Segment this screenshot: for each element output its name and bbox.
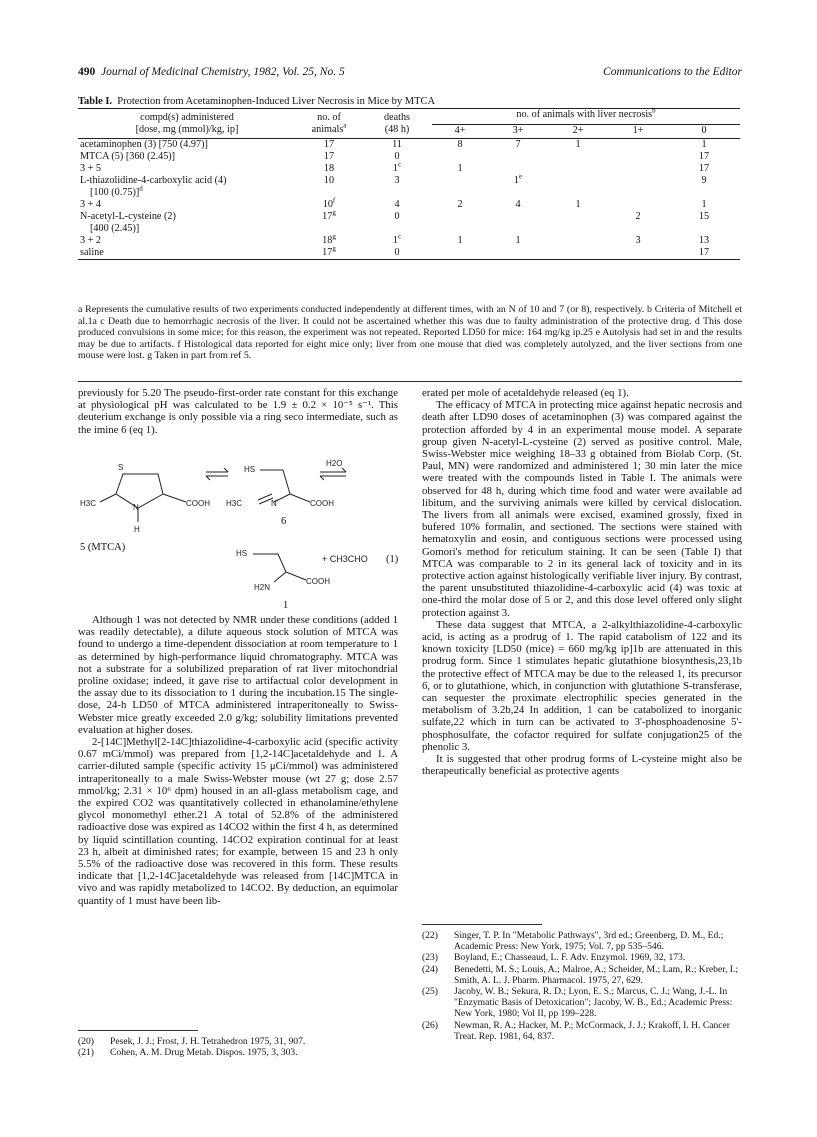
cysteine-structure bbox=[253, 554, 306, 582]
cell-grade-3-value: 1 bbox=[513, 175, 519, 186]
cell-grade-4-value: 8 bbox=[457, 139, 463, 150]
table-bottom-rule bbox=[78, 381, 742, 382]
cell-grade-4 bbox=[432, 163, 488, 175]
cell-grade-3-value: 7 bbox=[515, 139, 521, 150]
footnote-mark: f bbox=[332, 196, 336, 205]
footnote-mark: c bbox=[397, 232, 402, 241]
cell-grade-3 bbox=[488, 211, 548, 235]
paragraph: erated per mole of acetaldehyde released (eq 1). bbox=[422, 387, 629, 399]
compound-label-5: 5 (MTCA) bbox=[80, 542, 126, 553]
cell-grade-2 bbox=[548, 175, 608, 199]
cell-animals-value: 10 bbox=[323, 175, 335, 186]
cell-deaths bbox=[362, 232, 432, 247]
table-row bbox=[78, 199, 740, 211]
table-body bbox=[78, 139, 740, 260]
cell-animals-value: 17 bbox=[322, 247, 333, 258]
cell-deaths-value: 3 bbox=[394, 175, 400, 186]
grade-header: 4+ bbox=[454, 124, 466, 136]
running-header-left bbox=[78, 66, 345, 78]
cell-grade-4 bbox=[432, 175, 488, 199]
reference-item bbox=[78, 1047, 398, 1058]
footnote-mark: a bbox=[343, 121, 347, 130]
cell-grade-3-value: 1 bbox=[515, 235, 521, 246]
reference-item bbox=[422, 1020, 742, 1042]
cell-grade-3 bbox=[488, 172, 548, 199]
cell-compound bbox=[78, 175, 296, 199]
table-label: Table I. bbox=[78, 96, 113, 107]
footnote-mark: c bbox=[397, 160, 402, 169]
cell-animals-value: 17 bbox=[322, 211, 333, 222]
cell-grade-1 bbox=[608, 175, 668, 199]
cell-grade-0 bbox=[668, 163, 740, 175]
footnote-mark: g bbox=[332, 244, 336, 253]
cell-grade-1 bbox=[608, 235, 668, 247]
cell-grade-2 bbox=[548, 199, 608, 211]
atom-label: HS bbox=[244, 465, 256, 474]
compound-name: L-thiazolidine-4-carboxylic acid (4) bbox=[80, 175, 227, 186]
cell-grade-0 bbox=[668, 211, 740, 235]
cell-grade-3-value: 4 bbox=[515, 199, 521, 210]
cell-animals-value: 10 bbox=[322, 199, 333, 210]
ref-number: (25) bbox=[422, 986, 438, 998]
cell-deaths-value: 1 bbox=[392, 163, 398, 174]
cell-grade-3 bbox=[488, 235, 548, 247]
left-column-continued bbox=[78, 614, 398, 907]
cell-compound bbox=[78, 235, 296, 247]
ref-text: Cohen, A. M. Drug Metab. Dispos. 1975, 3, 303. bbox=[110, 1047, 298, 1059]
cell-grade-2-value: 1 bbox=[575, 139, 581, 150]
cell-animals bbox=[296, 244, 362, 260]
section-header: Communications to the Editor bbox=[603, 66, 742, 78]
atom-label: H3C bbox=[226, 499, 243, 508]
cell-grade-0-value: 17 bbox=[698, 163, 710, 174]
atom-label: H2O bbox=[326, 459, 343, 468]
cell-animals-value: 17 bbox=[323, 139, 335, 150]
col-animals-header: no. of bbox=[317, 112, 341, 123]
table-row bbox=[78, 247, 740, 260]
ref-text: Jacoby, W. B.; Sekura, R. D.; Lyon, E. S.; Marcus, C. J.; Wang, J.-L. In "Enzymatic Basis of Detoxication"; Jacoby, W. B., Ed.; Academic Press: New York, 1980; Vol II, pp 199–228. bbox=[454, 986, 733, 1020]
cell-grade-1 bbox=[608, 247, 668, 260]
col-compd-header: compd(s) administered bbox=[140, 112, 234, 123]
reference-item bbox=[422, 930, 742, 952]
cell-animals bbox=[296, 163, 362, 175]
cell-grade-0-value: 17 bbox=[698, 151, 710, 162]
acetaldehyde-term: + CH3CHO bbox=[322, 554, 368, 564]
cell-compound bbox=[78, 163, 296, 175]
table-row bbox=[78, 235, 740, 247]
ref-number: (21) bbox=[78, 1047, 94, 1059]
col-animals-subheader bbox=[296, 121, 362, 139]
compound-name: 3 + 4 bbox=[80, 199, 102, 210]
compound-name: N-acetyl-L-cysteine (2) bbox=[80, 211, 176, 222]
cell-grade-0 bbox=[668, 199, 740, 211]
right-references bbox=[422, 930, 742, 1042]
footnote-mark: b bbox=[652, 106, 656, 115]
table-title: Protection from Acetaminophen-Induced Liver Necrosis in Mice by MTCA bbox=[117, 96, 436, 107]
grade-header: 2+ bbox=[572, 124, 584, 136]
cell-grade-0-value: 1 bbox=[701, 199, 707, 210]
cell-deaths bbox=[362, 211, 432, 235]
atom-label: N bbox=[133, 503, 139, 512]
cell-animals-value: 17 bbox=[323, 151, 335, 162]
ref-number: (20) bbox=[78, 1036, 94, 1047]
atom-label: COOH bbox=[306, 577, 330, 586]
cell-compound bbox=[78, 247, 296, 260]
cell-grade-0 bbox=[668, 247, 740, 260]
cell-deaths-value: 11 bbox=[392, 139, 402, 150]
left-column bbox=[78, 387, 398, 436]
cell-grade-4 bbox=[432, 211, 488, 235]
cell-grade-0 bbox=[668, 175, 740, 199]
atom-label: H bbox=[134, 525, 140, 534]
cell-deaths-value: 4 bbox=[394, 199, 400, 210]
cell-grade-2 bbox=[548, 211, 608, 235]
table-row bbox=[78, 139, 740, 151]
cell-deaths bbox=[362, 247, 432, 260]
col-necrosis-group-header bbox=[432, 106, 740, 124]
right-column bbox=[422, 387, 742, 778]
cell-grade-0-value: 15 bbox=[698, 211, 710, 222]
compound-dose bbox=[80, 184, 294, 199]
cell-grade-2-value: 1 bbox=[575, 199, 581, 210]
cell-deaths bbox=[362, 199, 432, 211]
compound-label-6: 6 bbox=[281, 516, 287, 527]
table-row bbox=[78, 211, 740, 235]
cell-deaths bbox=[362, 160, 432, 175]
col-deaths-header: deaths bbox=[383, 112, 411, 123]
cell-grade-2 bbox=[548, 151, 608, 163]
cell-grade-4 bbox=[432, 199, 488, 211]
atom-label: N bbox=[271, 499, 277, 508]
cell-grade-2 bbox=[548, 163, 608, 175]
cell-compound bbox=[78, 211, 296, 235]
compound-name: acetaminophen (3) [750 (4.97)] bbox=[80, 139, 208, 150]
table-header-row-2 bbox=[78, 124, 740, 139]
cell-grade-1 bbox=[608, 139, 668, 151]
table-caption bbox=[78, 96, 435, 107]
cell-grade-3 bbox=[488, 139, 548, 151]
cell-grade-0 bbox=[668, 151, 740, 163]
footnote-mark: g bbox=[332, 208, 336, 217]
compound-name: saline bbox=[80, 247, 104, 258]
cell-grade-4 bbox=[432, 151, 488, 163]
cell-animals bbox=[296, 139, 362, 151]
ref-number: (22) bbox=[422, 930, 438, 941]
compound-dose-text: [400 (2.45)] bbox=[90, 223, 140, 234]
ref-text: Boyland, E.; Chasseaud, L. F. Adv. Enzymol. 1969, 32, 173. bbox=[454, 952, 686, 964]
cell-grade-1 bbox=[608, 163, 668, 175]
compound-label-1: 1 bbox=[283, 600, 289, 611]
compound-name: 3 + 2 bbox=[80, 235, 102, 246]
cell-grade-0-value: 13 bbox=[698, 235, 710, 246]
cell-deaths-value: 1 bbox=[392, 235, 398, 246]
grade-header: 0 bbox=[701, 124, 707, 136]
grade-header: 3+ bbox=[512, 124, 524, 136]
atom-label: H3C bbox=[80, 499, 97, 508]
paragraph: These data suggest that MTCA, a 2-alkylthiazolidine-4-carboxylic acid, is acting as a prodrug of 1. The rapid catabolism of 122 and its known toxicity [LD50 (mice) = 660 mg/kg ip]1b are attenuated in this prodrug form. Since 1 stimulates hepatic glutathione biosynthesis,23,1b the protective effect of MTCA may be due to the released 1, its precursor 6, or to glutathione, which, in conjunction with glutathione S-transferase, can sequester the proximate electrophilic species generated in the metabolism of 3.2b,24 In addition, 1 can be catabolized to inorganic sulfate,22 which in turn can be activated to 3'-phosphoadenosine 5'-phosphosulfate, the cofactor required for sulfate conjugation25 of the phenolic 3. bbox=[422, 618, 742, 753]
col-compd-subheader: [dose, mg (mmol)/kg, ip] bbox=[135, 124, 239, 135]
cell-grade-4-value: 1 bbox=[457, 163, 463, 174]
cell-animals bbox=[296, 208, 362, 235]
atom-label: COOH bbox=[186, 499, 210, 508]
compound-name: MTCA (5) [360 (2.45)] bbox=[80, 151, 176, 162]
reference-item bbox=[78, 1036, 398, 1047]
table-header-row-1 bbox=[78, 109, 740, 124]
footnote-mark: g bbox=[332, 232, 336, 241]
table-row bbox=[78, 163, 740, 175]
cell-grade-2 bbox=[548, 235, 608, 247]
cell-grade-3 bbox=[488, 247, 548, 260]
table-footnotes: a Represents the cumulative results of two experiments conducted independently at different times, with an N of 10 and 7 (or 8), respectively. b Criteria of Mitchell et al.1a c Death due to hemorrhagic necrosis of the liver. It could not be ascertained whether this was due to faulty administration of the protective drug. d This dose produced convulsions in some mice; for this reason, the experiment was not repeated. Reported LD50 for mice: 164 mg/kg ip.25 e Autolysis had set in and the results may be due to artifacts. f Histological data reported for eight mice only; liver from one mouse that died was completely autolyzed, and the liver sections from one mouse were lost. g Taken in part from ref 5. bbox=[78, 304, 742, 362]
reference-item bbox=[422, 986, 742, 1020]
cell-grade-4-value: 1 bbox=[457, 235, 463, 246]
atom-label: COOH bbox=[310, 499, 334, 508]
reference-item bbox=[422, 952, 742, 963]
paragraph: The efficacy of MTCA in protecting mice against hepatic necrosis and death after LD90 doses of acetaminophen (3) was compared against the protection afforded by 4 in an experimental mouse model. A separate group given N-acetyl-L-cysteine (2) served as positive control. Male, Swiss-Webster mice weighing 18–33 g obtained from Biolab Corp. (St. Paul, MN) were randomized and administered 1; 30 min later the mice were treated with the compounds listed in Table I. The animals were observed for 48 h, during which time food and water were available ad libitum, and the surviving animals were killed by cervical dislocation. The livers from all animals were excised, examined grossly, fixed in bufered 10% formalin, and sectioned. The sections were stained with hematoxylin and eosin, and contiguous sections were processed using Gomori's method for reticulum staining. It can be seen (Table I) that MTCA was comparable to 2 in its general lack of toxicity and in its protective action against histologically verifiable liver injury. By contrast, the parent unsubstituted thiazolidine-4-carboxylic acid (4) was toxic at one-third the molar dose of 5 or 2, and this dose level offered only slight protection against 3. bbox=[422, 399, 742, 619]
cell-grade-4 bbox=[432, 235, 488, 247]
cell-grade-0-value: 17 bbox=[698, 247, 710, 258]
protection-table bbox=[78, 108, 740, 260]
necrosis-group-title: no. of animals with liver necrosis bbox=[516, 109, 653, 120]
footnote-mark: d bbox=[139, 184, 143, 193]
compound-dose bbox=[80, 223, 294, 235]
compound-dose-text: [100 (0.75)] bbox=[90, 187, 140, 198]
cell-grade-3 bbox=[488, 199, 548, 211]
cell-grade-1-value: 3 bbox=[635, 235, 641, 246]
cell-grade-0-value: 9 bbox=[701, 175, 707, 186]
journal-citation: Journal of Medicinal Chemistry, 1982, Vol. 25, No. 5 bbox=[101, 66, 345, 78]
cell-grade-4-value: 2 bbox=[457, 199, 463, 210]
cell-grade-1-value: 2 bbox=[635, 211, 641, 222]
atom-label: HS bbox=[236, 549, 248, 558]
paragraph: It is suggested that other prodrug forms of L-cysteine might also be therapeutically beneficial as protective agents bbox=[422, 753, 742, 778]
compound-name: 3 + 5 bbox=[80, 163, 102, 174]
equation-number: (1) bbox=[386, 554, 399, 565]
cell-grade-3 bbox=[488, 151, 548, 163]
table-row bbox=[78, 151, 740, 163]
ref-number: (23) bbox=[422, 952, 438, 964]
cell-animals bbox=[296, 151, 362, 163]
cell-deaths-value: 0 bbox=[394, 211, 400, 222]
cell-deaths bbox=[362, 175, 432, 199]
ref-text: Newman, R. A.; Hacker, M. P.; McCormack, J. J.; Krakoff, I. H. Cancer Treat. Rep. 1981, 64, 837. bbox=[454, 1019, 731, 1042]
cell-grade-2 bbox=[548, 139, 608, 151]
ref-text: Benedetti, M. S.; Louis, A.; Malroe, A.; Scheider, M.; Lam, R.; Kreber, I.; Smith, A. L. J. Pharm. Pharmacol. 1975, 27, 629. bbox=[454, 963, 739, 986]
cell-grade-4 bbox=[432, 247, 488, 260]
col-deaths-subheader: (48 h) bbox=[384, 124, 410, 135]
page-number: 490 bbox=[78, 66, 96, 78]
table-row bbox=[78, 175, 740, 199]
cell-grade-1 bbox=[608, 211, 668, 235]
reference-item bbox=[422, 964, 742, 986]
cell-compound bbox=[78, 151, 296, 163]
cell-animals bbox=[296, 196, 362, 211]
cell-animals-value: 18 bbox=[322, 235, 333, 246]
ref-number: (26) bbox=[422, 1019, 438, 1031]
atom-label: H2N bbox=[254, 583, 271, 592]
cell-deaths-value: 0 bbox=[394, 151, 400, 162]
cell-grade-0 bbox=[668, 139, 740, 151]
footnote-mark: e bbox=[518, 172, 523, 181]
cell-deaths bbox=[362, 139, 432, 151]
left-references bbox=[78, 1036, 398, 1058]
ref-text: Pesek, J. J.; Frost, J. H. Tetrahedron 1975, 31, 907. bbox=[110, 1036, 306, 1047]
col-animals-subheader-text: animals bbox=[311, 124, 344, 135]
mtca-structure bbox=[100, 468, 228, 522]
cell-grade-1 bbox=[608, 151, 668, 163]
cell-grade-0 bbox=[668, 235, 740, 247]
left-refs-rule bbox=[78, 1030, 198, 1031]
paragraph: previously for 5.20 The pseudo-first-order rate constant for this exchange at physiological pH was calculated to be 1.9 ± 0.2 × 10⁻⁵ s⁻¹. This deuterium exchange is only possible via a ring seco intermediate, such as the imine 6 (eq 1). bbox=[78, 387, 398, 436]
cell-deaths-value: 0 bbox=[394, 247, 400, 258]
right-refs-rule bbox=[422, 924, 542, 925]
cell-animals bbox=[296, 232, 362, 247]
cell-grade-2 bbox=[548, 247, 608, 260]
ref-text: Singer, T. P. In "Metabolic Pathways", 3rd ed.; Greenberg, D. M., Ed.; Academic Press: New York, 1975; Vol. 7, pp 535–546. bbox=[454, 930, 724, 953]
cell-grade-1 bbox=[608, 199, 668, 211]
atom-label: S bbox=[118, 463, 124, 472]
ref-number: (24) bbox=[422, 963, 438, 975]
cell-grade-0-value: 1 bbox=[701, 139, 707, 150]
cell-animals-value: 18 bbox=[323, 163, 335, 174]
cell-compound bbox=[78, 139, 296, 151]
cell-compound bbox=[78, 199, 296, 211]
paragraph: 2-[14C]Methyl[2-14C]thiazolidine-4-carboxylic acid (specific activity 0.67 mCi/mmol) was prepared from [1,2-14C]acetaldehyde and 1. A carrier-diluted sample (specific activity 15 μCi/mmol) was administered intraperitoneally to a male Swiss-Webster mouse (wt 27 g; dose 2.57 mmol/kg; 2.31 × 10⁶ dpm) housed in an all-glass metabolism cage, and the expired CO2 was quantitatively collected in ethanolamine/ethylene glycol monomethyl ether.21 A total of 52.8% of the administered radioactive dose was expired as 14CO2 within the first 4 h, as determined by liquid scintillation counting. 14CO2 expiration continual for at least 23 h, albeit at diminished rates; for example, between 15 and 23 h only 5.5% of the radioactive dose was recovered in this form. These results indicate that [1,2-14C]acetaldehyde was released from [14C]MTCA in vivo and was rapidly metabolized to 14CO2. By deduction, an equimolar quantity of 1 must have been lib- bbox=[78, 736, 398, 907]
cell-grade-4 bbox=[432, 139, 488, 151]
grade-header: 1+ bbox=[632, 124, 644, 136]
paragraph: Although 1 was not detected by NMR under these conditions (added 1 was readily detectable), a dilute aqueous stock solution of MTCA was found to undergo a time-dependent dissociation at room temperature to 1 as determined by high-performance liquid chromatography. MTCA was not a substrate for a solubilized preparation of rat liver mitochondrial proline oxidase; indeed, it gave rise to artifactual color development in the assay due to its dissociation to 1 during the incubation.15 The single-dose, 24-h LD50 of MTCA administered intraperitoneally to Swiss-Webster mice greatly exceeded 2.0 g/kg; solubility limitations prevented evaluation at higher doses. bbox=[78, 614, 398, 736]
cell-animals bbox=[296, 175, 362, 199]
reaction-scheme bbox=[78, 432, 418, 612]
